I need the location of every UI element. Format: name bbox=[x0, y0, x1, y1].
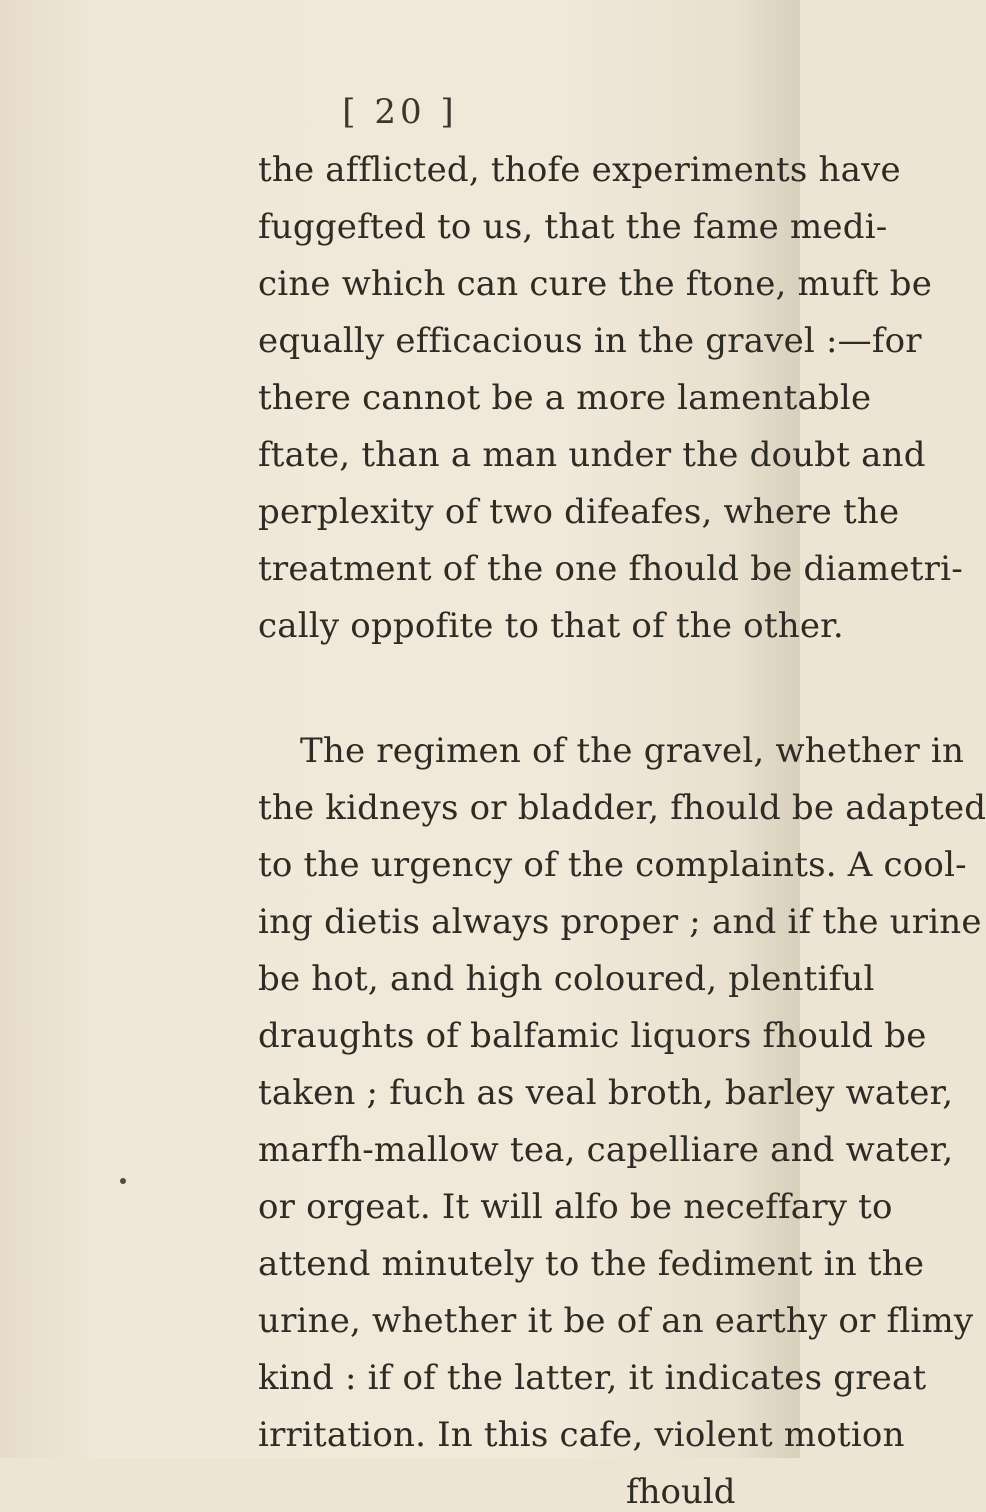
text-line: there cannot be a more lamentable bbox=[258, 378, 872, 418]
text-line: marfh-mallow tea, capelliare and water, bbox=[258, 1130, 954, 1171]
text-line: ing dietis always proper ; and if the urine bbox=[258, 902, 982, 943]
text-line: ftate, than a man under the doubt and bbox=[258, 435, 926, 475]
text-line: cally oppofite to that of the other. bbox=[258, 606, 844, 646]
catchword: fhould bbox=[626, 1472, 736, 1512]
text-line: equally efficacious in the gravel :—for bbox=[258, 321, 922, 361]
text-line: taken ; fuch as veal broth, barley water, bbox=[258, 1073, 954, 1114]
text-line: be hot, and high coloured, plentiful bbox=[258, 959, 875, 1000]
text-line: draughts of balfamic liquors fhould be bbox=[258, 1016, 927, 1057]
text-line: kind : if of the latter, it indicates great bbox=[258, 1358, 927, 1399]
text-line: the kidneys or bladder, fhould be adapted bbox=[258, 788, 986, 829]
text-line: fuggefted to us, that the fame medi- bbox=[258, 207, 888, 247]
text-line: attend minutely to the fediment in the bbox=[258, 1244, 925, 1285]
paper-speck bbox=[120, 1178, 126, 1184]
text-line: urine, whether it be of an earthy or flimy bbox=[258, 1301, 974, 1342]
page-number-header: [ 20 ] bbox=[342, 92, 458, 132]
text-line: or orgeat. It will alfo be neceffary to bbox=[258, 1187, 893, 1228]
text-line: the afflicted, thofe experiments have bbox=[258, 150, 901, 190]
text-line: treatment of the one fhould be diametri- bbox=[258, 549, 963, 589]
text-line: to the urgency of the complaints. A cool- bbox=[258, 845, 967, 886]
text-line: cine which can cure the ftone, muft be bbox=[258, 264, 933, 304]
text-line: irritation. In this cafe, violent motion bbox=[258, 1415, 905, 1456]
text-line: perplexity of two difeafes, where the bbox=[258, 492, 900, 532]
text-line: The regimen of the gravel, whether in bbox=[300, 731, 965, 772]
